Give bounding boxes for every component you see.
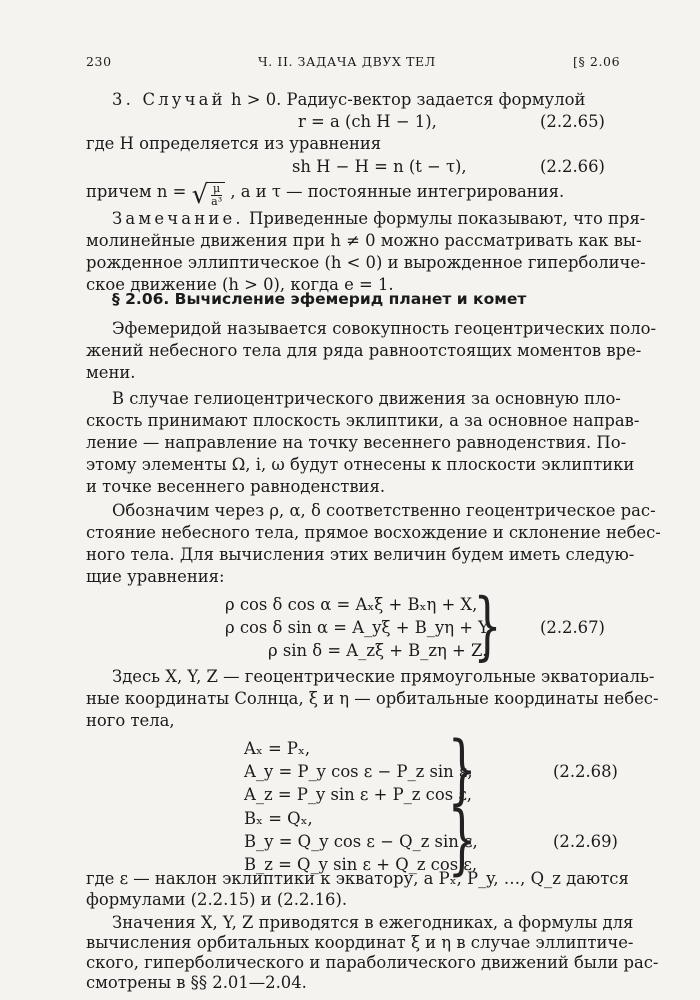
remark-line: рожденное эллиптическое (h < 0) и вырожденное гиперболиче- — [86, 253, 646, 272]
paragraph-line: ского, гиперболического и параболического движений были рас- — [86, 953, 659, 972]
right-brace-icon: } — [473, 583, 502, 669]
paragraph-line: ного тела, — [86, 711, 175, 730]
fraction-numerator: μ — [213, 182, 221, 195]
remark-text: Приведенные формулы показывают, что пря- — [249, 209, 646, 228]
equation-row: B_z = Q_y sin ε + Q_z cos ε, — [244, 855, 478, 874]
paragraph-line: этому элементы Ω, i, ω будут отнесены к плоскости эклиптики — [86, 455, 635, 474]
remark-line: ское движение (h > 0), когда e = 1. — [86, 275, 394, 294]
equation-r: r = a (ch H − 1), — [298, 112, 437, 131]
paragraph-line: скость принимают плоскость эклиптики, а за основное направ- — [86, 411, 640, 430]
equation-row: B_y = Q_y cos ε − Q_z sin ε, — [244, 832, 478, 851]
n-definition-line — [86, 181, 564, 211]
equation-row: ρ sin δ = A_zξ + B_zη + Z. — [268, 641, 488, 660]
paragraph-line: ление — направление на точку весеннего равноденствия. По- — [86, 433, 627, 452]
case3-condition: h > 0. Радиус-вектор задается формулой — [231, 90, 586, 109]
paragraph-line: щие уравнения: — [86, 567, 225, 586]
equation-row: A_z = P_y sin ε + P_z cos ε, — [244, 785, 473, 804]
paragraph-line: В случае гелиоцентрического движения за основную пло- — [112, 389, 621, 408]
paragraph-line: стояние небесного тела, прямое восхождение и склонение небес- — [86, 523, 661, 542]
paragraph-line: Здесь X, Y, Z — геоцентрические прямоугольные экваториаль- — [112, 667, 655, 686]
paragraph-line: мени. — [86, 363, 136, 382]
paragraph-line: Обозначим через ρ, α, δ соответственно геоцентрическое рас- — [112, 501, 656, 520]
case3-label: 3. Случай — [112, 90, 226, 109]
section-ref: [§ 2.06 — [573, 54, 621, 69]
equation-number: (2.2.65) — [540, 112, 605, 131]
paragraph-line: ного тела. Для вычисления этих величин будем иметь следую- — [86, 545, 635, 564]
paragraph-line: смотрены в §§ 2.01—2.04. — [86, 973, 307, 992]
remark-line: молинейные движения при h ≠ 0 можно рассматривать как вы- — [86, 231, 642, 250]
text-line: где H определяется из уравнения — [86, 134, 382, 153]
case3-line — [112, 89, 585, 111]
equation-number: (2.2.66) — [540, 157, 605, 176]
equation-sh: sh H − H = n (t − τ), — [292, 157, 467, 176]
paragraph-line: где ε — наклон эклиптики к экватору, а Pₓ, P_y, …, Q_z даются — [86, 869, 629, 888]
right-brace-icon: } — [447, 794, 477, 883]
equation-row: ρ cos δ cos α = Aₓξ + Bₓη + X, — [225, 595, 478, 614]
section-title: § 2.06. Вычисление эфемерид планет и комет — [112, 290, 527, 308]
paragraph-line: и точке весеннего равноденствия. — [86, 477, 386, 496]
sqrt-fraction — [208, 182, 225, 208]
sqrt-icon: √ — [191, 180, 209, 210]
equation-number: (2.2.68) — [553, 762, 618, 781]
remark-lead: Замечание. — [112, 209, 244, 228]
paragraph-line: ные координаты Солнца, ξ и η — орбитальные координаты небес- — [86, 689, 659, 708]
equation-row: A_y = P_y cos ε − P_z sin ε, — [244, 762, 473, 781]
equation-row: Aₓ = Pₓ, — [244, 739, 311, 758]
equation-number: (2.2.69) — [553, 832, 618, 851]
n-definition-pre: причем n = — [86, 182, 187, 201]
paragraph-line: вычисления орбитальных координат ξ и η в случае эллиптиче- — [86, 933, 634, 952]
paragraph-line: Значения X, Y, Z приводятся в ежегодниках, а формулы для — [112, 913, 634, 932]
remark-line-1 — [112, 208, 646, 230]
n-definition-post: , a и τ — постоянные интегрирования. — [230, 182, 565, 201]
paragraph-line: формулами (2.2.15) и (2.2.16). — [86, 890, 348, 909]
equation-row: Bₓ = Qₓ, — [244, 809, 313, 828]
equation-number: (2.2.67) — [540, 618, 605, 637]
paragraph-line: Эфемеридой называется совокупность геоцентрических поло- — [112, 319, 657, 338]
page-number: 230 — [86, 54, 112, 69]
right-brace-icon: } — [447, 724, 477, 813]
running-title: Ч. II. ЗАДАЧА ДВУХ ТЕЛ — [258, 54, 436, 69]
fraction-denominator: a³ — [211, 195, 223, 208]
equation-row: ρ cos δ sin α = A_yξ + B_yη + Y, — [225, 618, 493, 637]
paragraph-line: жений небесного тела для ряда равноотстоящих моментов вре- — [86, 341, 642, 360]
